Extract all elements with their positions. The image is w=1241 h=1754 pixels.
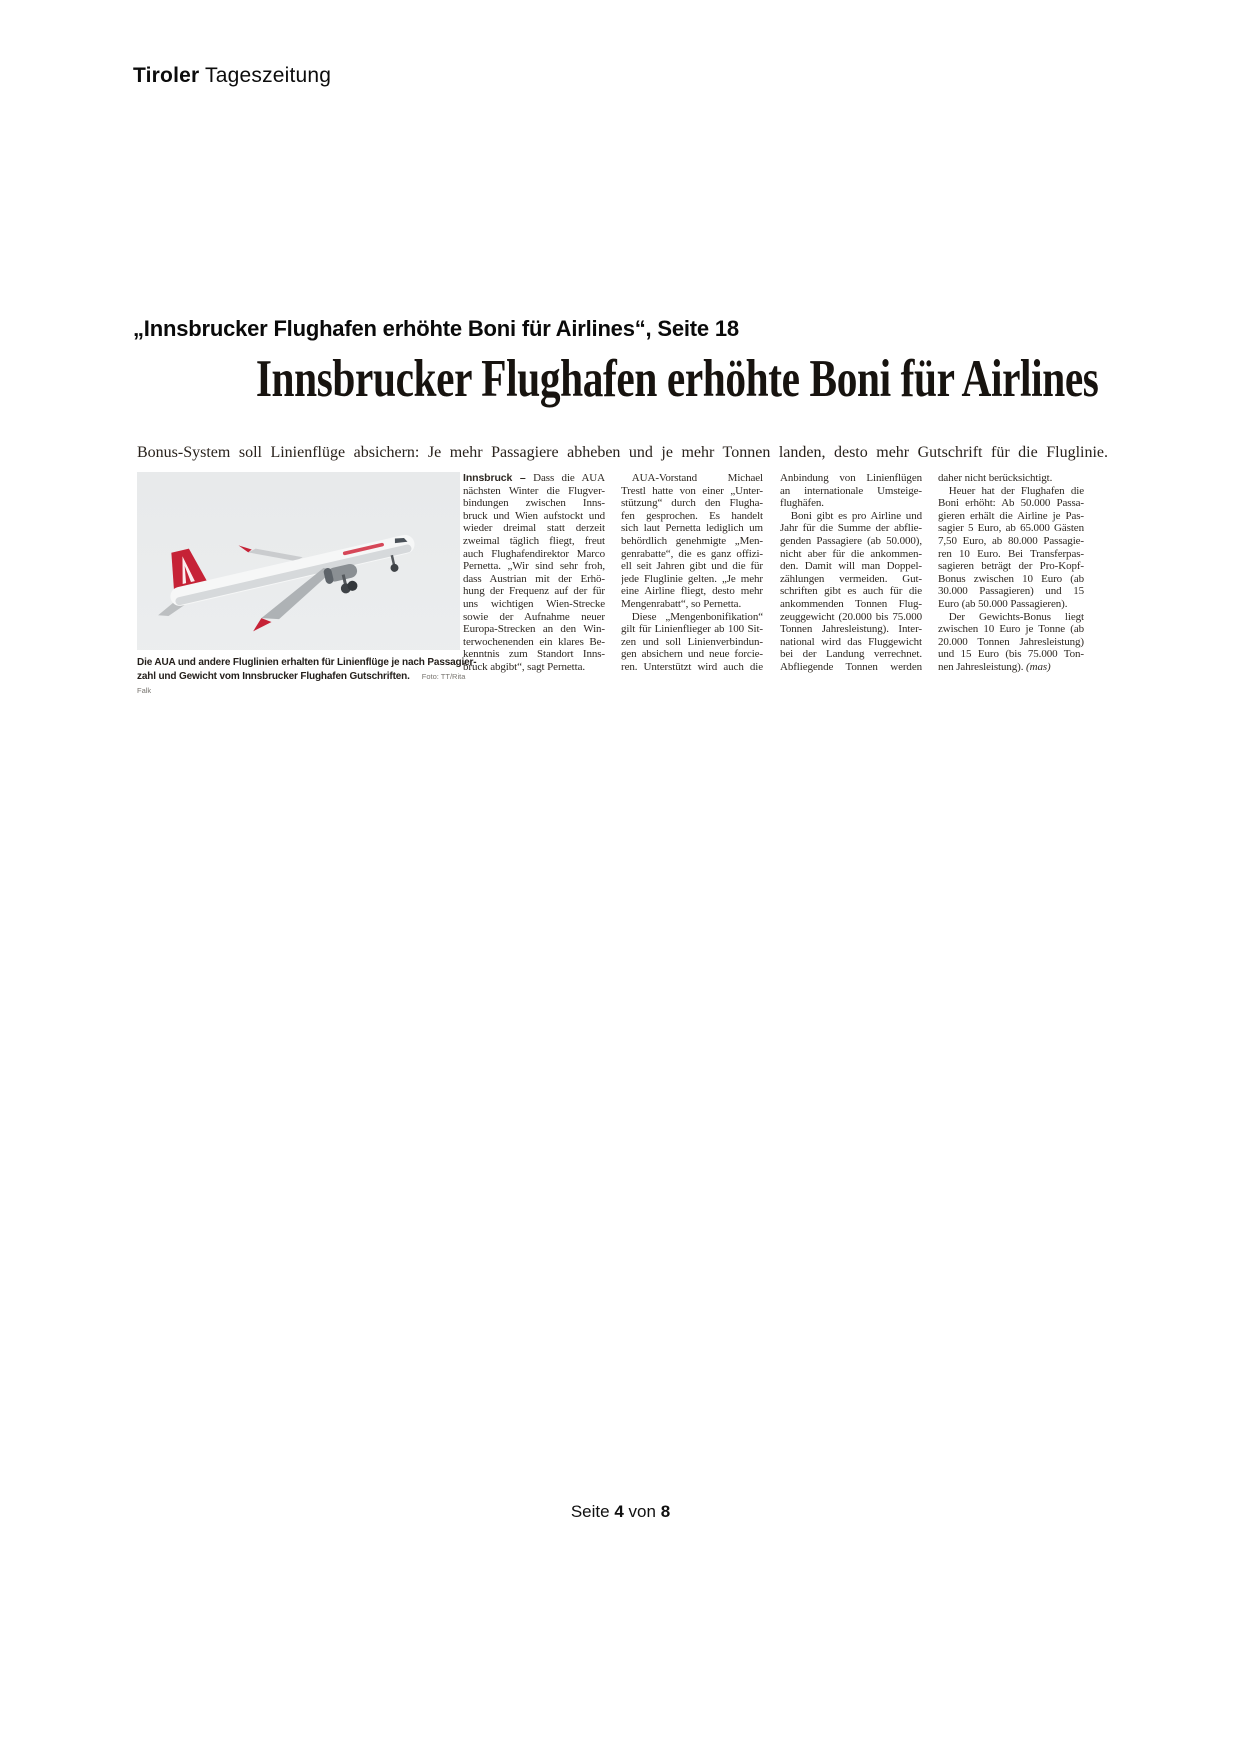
article-line: Mengenrabatt“, so Pernetta. <box>621 597 742 610</box>
article-line: gen absichern und neue forcie- <box>621 648 763 661</box>
article-column-1 <box>463 472 605 674</box>
article-line: sowie der Aufnahme neuer <box>463 610 605 623</box>
article-line: zwischen 10 Euro je Tonne (ab <box>938 623 1084 636</box>
article-line: zen und soll Linienverbindun- <box>621 635 763 648</box>
article-line: gieren erhält die Airline je Pas- <box>938 509 1084 522</box>
article-line: den. Damit will man Doppel- <box>780 560 922 573</box>
article-line: Anbindung von Linienflügen <box>780 472 922 484</box>
article-line: wieder dreimal statt derzeit <box>463 522 605 535</box>
article-line: zählungen vermeiden. Gut- <box>780 572 922 585</box>
article-line: flughäfen. <box>780 497 824 510</box>
article-line: zweimal täglich fliegt, freut <box>463 534 605 547</box>
article-line: nicht aber für die ankommen- <box>780 547 922 560</box>
article-line: Abfliegende Tonnen werden <box>780 660 922 673</box>
article-line: Tonnen Jahresleistung). Inter- <box>780 623 922 636</box>
article-line: 7,50 Euro, ab 80.000 Passagie- <box>938 534 1084 547</box>
article-line: Euro (ab 50.000 Passagieren). <box>938 597 1068 610</box>
article-line: Trestl hatte von einer „Unter- <box>621 484 763 497</box>
article-line: Europa-Strecken an den Win- <box>463 623 605 636</box>
article-line: Heuer hat der Flughafen die <box>938 484 1084 497</box>
masthead-brand-bold: Tiroler <box>133 64 200 87</box>
article-line: nächsten Winter die Flugver- <box>463 484 605 497</box>
article-line: 30.000 Passagieren) und 15 <box>938 585 1084 598</box>
article-line: Jahr für die Summe der abflie- <box>780 522 922 535</box>
article-line: ankommenden Tonnen Flug- <box>780 597 922 610</box>
article-line: kenntnis zum Standort Inns- <box>463 648 605 661</box>
article-line: sagier 5 Euro, ab 65.000 Gästen <box>938 522 1084 535</box>
total-page-number: 8 <box>660 1502 671 1521</box>
article-line: genrabatte“, die es ganz offizi- <box>621 547 763 560</box>
article-line: ren. Unterstützt wird auch die <box>621 660 763 673</box>
article-line: 20.000 Tonnen Jahresleistung) <box>938 635 1084 648</box>
article-line: Innsbruck – Dass die AUA <box>463 472 605 484</box>
article-headline: Innsbrucker Flughafen erhöhte Boni für Airlines <box>255 350 1099 408</box>
article-line: Boni gibt es pro Airline und <box>780 509 922 522</box>
newspaper-masthead <box>133 64 331 88</box>
article-line: daher nicht berücksichtigt. <box>938 472 1053 484</box>
article-line: Bonus zwischen 10 Euro (ab <box>938 572 1084 585</box>
article-line: uns wichtigen Wien-Strecke <box>463 597 605 610</box>
article-column-4 <box>938 472 1084 674</box>
article-line: sich laut Pernetta lediglich um <box>621 522 763 535</box>
article-line: bei der Landung verrechnet. <box>780 648 922 661</box>
current-page-number: 4 <box>614 1502 624 1521</box>
article-line: behördlich genehmigte „Men- <box>621 534 763 547</box>
article-column-3 <box>780 472 922 674</box>
article-line: bruck und Wien aufstockt und <box>463 509 605 522</box>
article-line: jede Fluglinie gelten. „Je mehr <box>621 572 763 585</box>
article-line: Pernetta. „Wir sind sehr froh, <box>463 560 605 573</box>
article-column-2 <box>621 472 763 674</box>
airplane-photo-graphic <box>137 472 460 650</box>
masthead-brand-regular: Tageszeitung <box>199 64 332 87</box>
article-line: nen Jahresleistung). (mas) <box>938 660 1051 673</box>
article-line: dass Austrian mit der Erhö- <box>463 572 605 585</box>
article-line: an internationale Umsteige- <box>780 484 922 497</box>
page-number-footer: Seite 4 von 8 <box>570 1502 671 1521</box>
article-line: genden Passagiere (ab 50.000), <box>780 534 922 547</box>
article-line: auch Flughafendirektor Marco <box>463 547 605 560</box>
dateline-lead-in: Innsbruck – <box>463 472 534 484</box>
article-line: ren 10 Euro. Bei Transferpas- <box>938 547 1084 560</box>
article-line: AUA-Vorstand Michael <box>621 472 763 484</box>
article-line: Der Gewichts-Bonus liegt <box>938 610 1084 623</box>
article-line: gilt für Linienflieger ab 100 Sit- <box>621 623 763 636</box>
article-line: zeuggewicht (20.000 bis 75.000 <box>780 610 922 623</box>
article-subheadline: Bonus-System soll Linienflüge absichern: Je mehr Passagiere abheben und je mehr Tonnen landen, desto mehr Gutschrift für die Fluglinie. <box>137 444 1108 461</box>
article-line: hung der Frequenz auf der für <box>463 585 605 598</box>
article-line: bruck abgibt“, sagt Pernetta. <box>463 660 586 673</box>
article-line: Boni erhöht: Ab 50.000 Passa- <box>938 497 1084 510</box>
article-line: stützung“ durch den Flugha- <box>621 497 763 510</box>
article-reference-heading: „Innsbrucker Flughafen erhöhte Boni für Airlines“, Seite 18 <box>133 316 739 341</box>
article-line: bindungen zwischen Inns- <box>463 497 605 510</box>
article-line: Diese „Mengenbonifikation“ <box>621 610 763 623</box>
article-line: fen gesprochen. Es handelt <box>621 509 763 522</box>
author-sign-off: (mas) <box>1026 660 1051 673</box>
article-line: und 15 Euro (bis 75.000 Ton- <box>938 648 1084 661</box>
airplane-photo <box>137 472 460 650</box>
photo-caption-line1: Die AUA und andere Fluglinien erhalten für Linienflüge je nach Passagier- <box>137 657 477 668</box>
photo-caption-line2: zahl und Gewicht vom Innsbrucker Flughafen Gutschriften. Foto: TT/Rita Falk <box>137 671 466 695</box>
photo-caption <box>137 656 477 698</box>
article-headline-wrap <box>137 350 1110 408</box>
photo-credit: Foto: TT/Rita Falk <box>137 672 466 695</box>
article-line: national wird das Fluggewicht <box>780 635 922 648</box>
article-line: schriften gibt es auch für die <box>780 585 922 598</box>
article-line: sagieren beträgt der Pro-Kopf- <box>938 560 1084 573</box>
article-line: ell seit Jahren gibt und die für <box>621 560 763 573</box>
article-line: terwochenenden ein klares Be- <box>463 635 605 648</box>
article-line: eine Airline fliegt, desto mehr <box>621 585 763 598</box>
